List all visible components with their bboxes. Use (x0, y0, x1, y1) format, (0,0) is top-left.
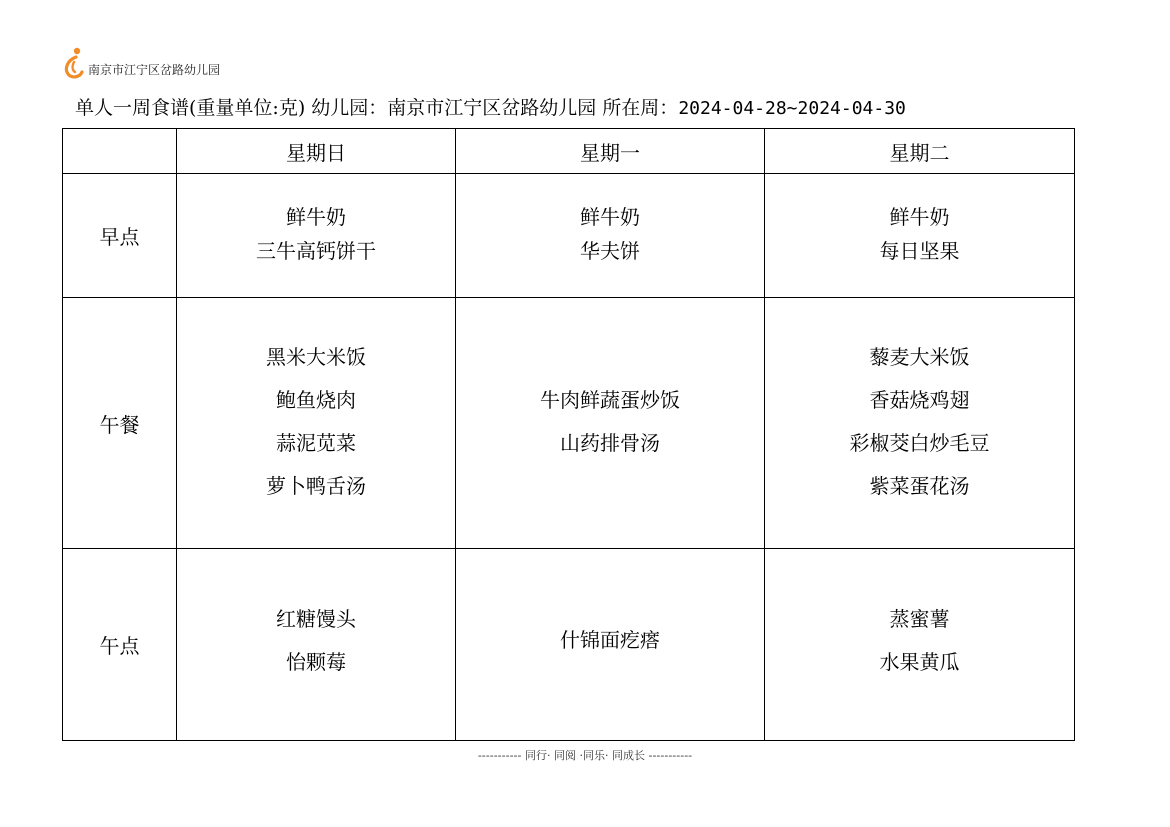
day-header: 星期一 (456, 129, 765, 174)
menu-item: 黑米大米饭 (266, 344, 366, 369)
menu-item: 鲍鱼烧肉 (276, 387, 356, 412)
menu-cell (765, 298, 1075, 549)
weekly-menu-table (62, 128, 1075, 741)
footer-slogan: 同行· 同阅 ·同乐· 同成长 (525, 749, 645, 762)
day-header: 星期日 (177, 129, 456, 174)
menu-item: 香菇烧鸡翅 (869, 387, 970, 412)
menu-cell (765, 549, 1075, 741)
menu-cell (177, 174, 456, 298)
menu-cell (456, 298, 765, 549)
menu-item: 华夫饼 (580, 238, 640, 263)
menu-item: 蒸蜜薯 (889, 606, 950, 631)
table-header-row (63, 129, 1075, 174)
menu-cell (177, 549, 456, 741)
menu-item: 牛肉鲜蔬蛋炒饭 (540, 387, 680, 412)
menu-cell (177, 298, 456, 549)
menu-item: 鲜牛奶 (286, 204, 346, 229)
meal-label: 午点 (63, 549, 177, 741)
table-row-afternoon-snack (63, 549, 1075, 741)
menu-item: 藜麦大米饭 (869, 344, 970, 369)
school-logo-text: 南京市江宁区岔路幼儿园 (88, 63, 221, 77)
menu-item: 紫菜蛋花汤 (869, 473, 970, 498)
menu-item: 怡颗莓 (286, 649, 346, 674)
menu-item: 鲜牛奶 (580, 204, 640, 229)
table-row-breakfast (63, 174, 1075, 298)
title-main: 单人一周食谱(重量单位:克) 幼儿园：南京市江宁区岔路幼儿园 所在周： (75, 97, 679, 119)
meal-label: 午餐 (63, 298, 177, 549)
school-logo (62, 46, 220, 80)
page-title (75, 93, 906, 120)
menu-item: 每日坚果 (879, 238, 960, 263)
menu-cell (765, 174, 1075, 298)
menu-item: 彩椒茭白炒毛豆 (849, 430, 990, 455)
day-header: 星期二 (765, 129, 1075, 174)
page-footer (0, 747, 1170, 763)
menu-item: 红糖馒头 (276, 606, 356, 631)
footer-dashes-right: ----------- (648, 749, 693, 762)
menu-item: 什锦面疙瘩 (560, 628, 660, 652)
menu-item: 蒜泥苋菜 (276, 430, 356, 455)
table-row-lunch (63, 298, 1075, 549)
menu-cell (456, 174, 765, 298)
corner-cell (63, 129, 177, 174)
title-date-range: 2024-04-28~2024-04-30 (678, 98, 906, 119)
menu-item: 山药排骨汤 (560, 430, 660, 455)
menu-cell (456, 549, 765, 741)
footer-dashes-left: ----------- (477, 749, 522, 762)
menu-item: 萝卜鸭舌汤 (266, 473, 366, 498)
menu-item: 三牛高钙饼干 (256, 238, 376, 263)
meal-label: 早点 (63, 174, 177, 298)
menu-item: 鲜牛奶 (889, 204, 950, 229)
school-logo-icon (62, 46, 88, 80)
menu-item: 水果黄瓜 (879, 649, 960, 674)
